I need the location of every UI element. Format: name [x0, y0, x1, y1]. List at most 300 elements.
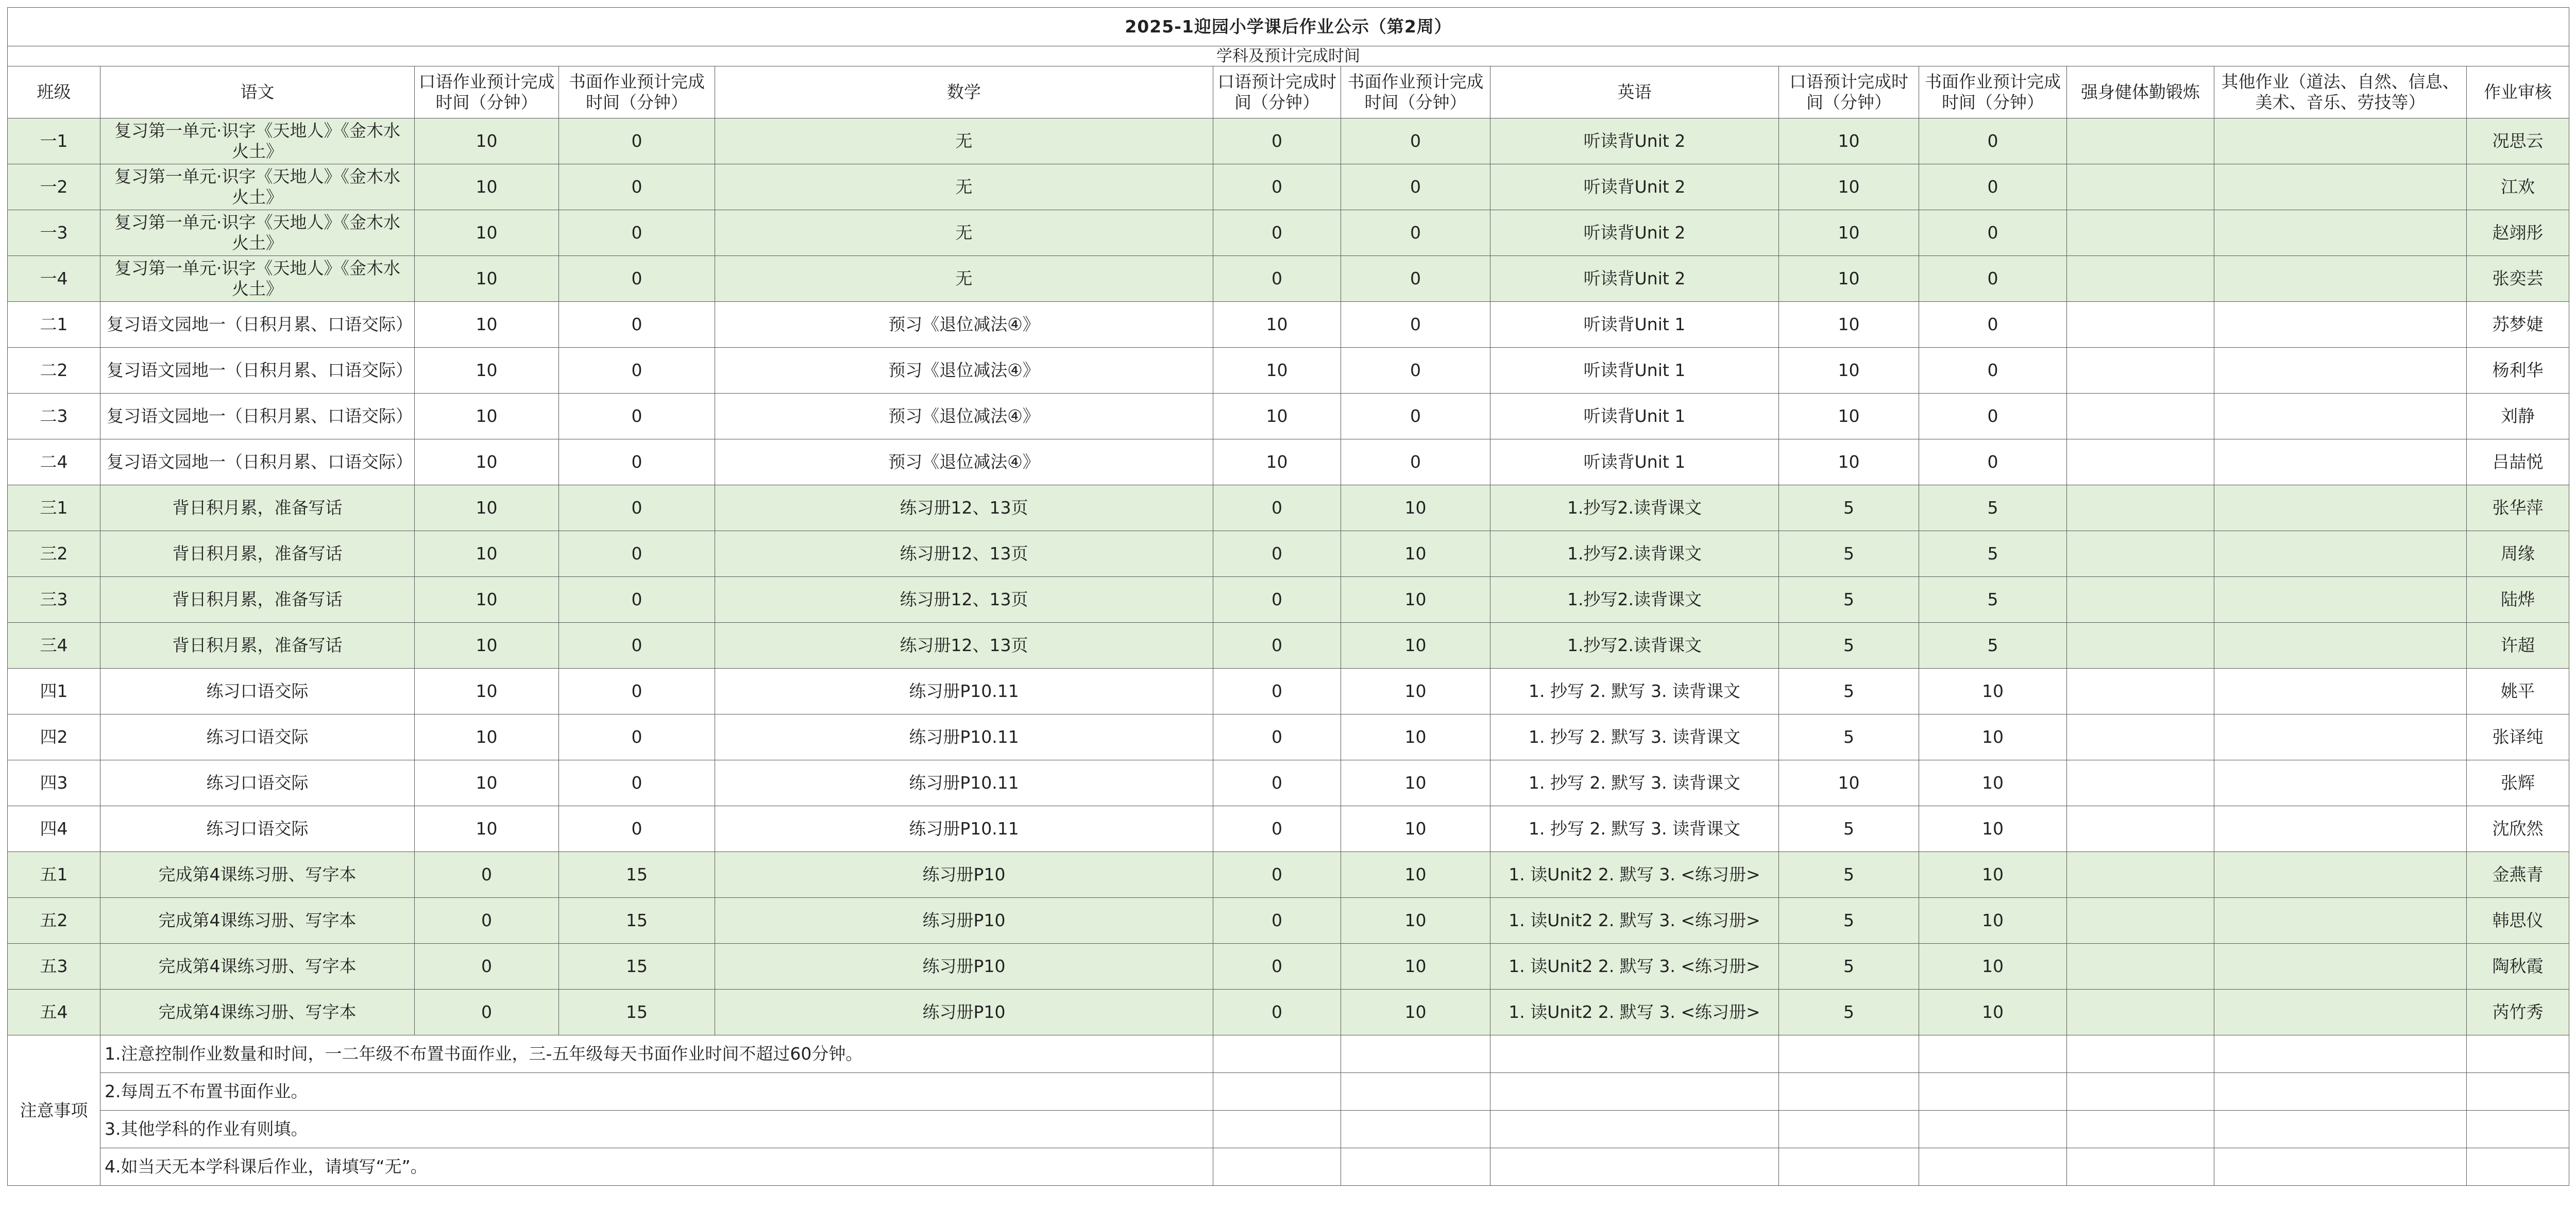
- math-cell: 练习册12、13页: [715, 577, 1213, 623]
- note-empty-cell: [1213, 1148, 1341, 1186]
- reviewer-cell: 张华萍: [2467, 485, 2569, 531]
- english-oral-cell: 5: [1779, 990, 1919, 1035]
- chinese-oral-cell: 10: [415, 669, 559, 714]
- math-oral-cell: 0: [1213, 760, 1341, 806]
- math-cell: 预习《退位减法④》: [715, 302, 1213, 348]
- other-cell: [2214, 852, 2467, 898]
- chinese-oral-cell: 10: [415, 302, 559, 348]
- header-reviewer: 作业审核: [2467, 66, 2569, 118]
- fitness-cell: [2067, 348, 2214, 394]
- fitness-cell: [2067, 164, 2214, 210]
- chinese-cell: 复习语文园地一（日积月累、口语交际）: [100, 439, 415, 485]
- english-written-cell: 10: [1919, 760, 2067, 806]
- chinese-cell: 完成第4课练习册、写字本: [100, 990, 415, 1035]
- chinese-cell: 复习语文园地一（日积月累、口语交际）: [100, 394, 415, 439]
- note-item: 3.其他学科的作业有则填。: [100, 1111, 1213, 1148]
- other-cell: [2214, 669, 2467, 714]
- math-cell: 无: [715, 210, 1213, 256]
- english-cell: 听读背Unit 1: [1490, 394, 1779, 439]
- chinese-oral-cell: 10: [415, 806, 559, 852]
- chinese-oral-cell: 0: [415, 852, 559, 898]
- note-empty-cell: [1779, 1073, 1919, 1111]
- other-cell: [2214, 439, 2467, 485]
- chinese-written-cell: 0: [559, 485, 715, 531]
- math-oral-cell: 0: [1213, 210, 1341, 256]
- table-row: [8, 210, 2569, 256]
- math-oral-cell: 10: [1213, 394, 1341, 439]
- math-oral-cell: 0: [1213, 256, 1341, 302]
- chinese-written-cell: 0: [559, 210, 715, 256]
- english-written-cell: 0: [1919, 394, 2067, 439]
- header-other: 其他作业（道法、自然、信息、美术、音乐、劳技等）: [2214, 66, 2467, 118]
- table-row: [8, 485, 2569, 531]
- chinese-cell: 复习语文园地一（日积月累、口语交际）: [100, 302, 415, 348]
- english-written-cell: 5: [1919, 485, 2067, 531]
- english-written-cell: 10: [1919, 806, 2067, 852]
- reviewer-cell: 沈欣然: [2467, 806, 2569, 852]
- table-row: [8, 623, 2569, 669]
- math-cell: 无: [715, 256, 1213, 302]
- fitness-cell: [2067, 439, 2214, 485]
- chinese-cell: 背日积月累，准备写话: [100, 531, 415, 577]
- english-oral-cell: 10: [1779, 760, 1919, 806]
- other-cell: [2214, 118, 2467, 164]
- class-cell: 一3: [8, 210, 100, 256]
- math-written-cell: 10: [1341, 852, 1490, 898]
- class-cell: 二2: [8, 348, 100, 394]
- math-written-cell: 10: [1341, 669, 1490, 714]
- chinese-oral-cell: 10: [415, 210, 559, 256]
- note-empty-cell: [1490, 1073, 1779, 1111]
- reviewer-cell: 金燕青: [2467, 852, 2569, 898]
- chinese-written-cell: 0: [559, 714, 715, 760]
- english-written-cell: 0: [1919, 302, 2067, 348]
- note-empty-cell: [2467, 1148, 2569, 1186]
- class-cell: 一4: [8, 256, 100, 302]
- chinese-oral-cell: 10: [415, 439, 559, 485]
- english-written-cell: 0: [1919, 439, 2067, 485]
- class-cell: 三2: [8, 531, 100, 577]
- note-empty-cell: [1341, 1035, 1490, 1073]
- fitness-cell: [2067, 714, 2214, 760]
- math-oral-cell: 0: [1213, 669, 1341, 714]
- table-row: [8, 990, 2569, 1035]
- table-row: [8, 394, 2569, 439]
- chinese-oral-cell: 0: [415, 990, 559, 1035]
- class-cell: 四2: [8, 714, 100, 760]
- english-oral-cell: 10: [1779, 439, 1919, 485]
- header-chinese: 语文: [100, 66, 415, 118]
- header-math: 数学: [715, 66, 1213, 118]
- english-written-cell: 5: [1919, 623, 2067, 669]
- chinese-cell: 完成第4课练习册、写字本: [100, 944, 415, 990]
- header-class: 班级: [8, 66, 100, 118]
- reviewer-cell: 张辉: [2467, 760, 2569, 806]
- note-empty-cell: [2067, 1148, 2214, 1186]
- note-empty-cell: [1341, 1073, 1490, 1111]
- math-cell: 练习册12、13页: [715, 623, 1213, 669]
- math-cell: 练习册P10: [715, 944, 1213, 990]
- chinese-written-cell: 0: [559, 164, 715, 210]
- header-english-written: 书面作业预计完成时间（分钟）: [1919, 66, 2067, 118]
- reviewer-cell: 张奕芸: [2467, 256, 2569, 302]
- english-oral-cell: 5: [1779, 669, 1919, 714]
- english-oral-cell: 5: [1779, 806, 1919, 852]
- homework-table: [7, 7, 2569, 1186]
- other-cell: [2214, 531, 2467, 577]
- chinese-cell: 复习第一单元·识字《天地人》《金木水火土》: [100, 256, 415, 302]
- table-row: [8, 118, 2569, 164]
- chinese-written-cell: 0: [559, 806, 715, 852]
- other-cell: [2214, 944, 2467, 990]
- note-item: 1.注意控制作业数量和时间，一二年级不布置书面作业，三-五年级每天书面作业时间不超过60分钟。: [100, 1035, 1213, 1073]
- english-oral-cell: 10: [1779, 394, 1919, 439]
- notes-row: [8, 1073, 2569, 1111]
- math-written-cell: 10: [1341, 531, 1490, 577]
- reviewer-cell: 姚平: [2467, 669, 2569, 714]
- reviewer-cell: 苏梦婕: [2467, 302, 2569, 348]
- chinese-cell: 完成第4课练习册、写字本: [100, 898, 415, 944]
- math-written-cell: 0: [1341, 118, 1490, 164]
- note-empty-cell: [1779, 1148, 1919, 1186]
- english-oral-cell: 10: [1779, 118, 1919, 164]
- header-chinese-written: 书面作业预计完成时间（分钟）: [559, 66, 715, 118]
- math-oral-cell: 10: [1213, 302, 1341, 348]
- math-written-cell: 10: [1341, 760, 1490, 806]
- math-cell: 预习《退位减法④》: [715, 394, 1213, 439]
- english-written-cell: 0: [1919, 118, 2067, 164]
- class-cell: 二3: [8, 394, 100, 439]
- chinese-written-cell: 0: [559, 531, 715, 577]
- chinese-oral-cell: 0: [415, 944, 559, 990]
- other-cell: [2214, 760, 2467, 806]
- fitness-cell: [2067, 302, 2214, 348]
- table-row: [8, 898, 2569, 944]
- fitness-cell: [2067, 210, 2214, 256]
- math-oral-cell: 0: [1213, 806, 1341, 852]
- table-row: [8, 439, 2569, 485]
- notes-label: 注意事项: [8, 1035, 100, 1186]
- fitness-cell: [2067, 760, 2214, 806]
- english-oral-cell: 5: [1779, 485, 1919, 531]
- chinese-written-cell: 0: [559, 577, 715, 623]
- english-oral-cell: 5: [1779, 898, 1919, 944]
- chinese-written-cell: 0: [559, 669, 715, 714]
- table-row: [8, 944, 2569, 990]
- chinese-oral-cell: 10: [415, 164, 559, 210]
- english-written-cell: 10: [1919, 944, 2067, 990]
- chinese-oral-cell: 10: [415, 394, 559, 439]
- fitness-cell: [2067, 531, 2214, 577]
- math-written-cell: 0: [1341, 439, 1490, 485]
- math-written-cell: 10: [1341, 714, 1490, 760]
- math-cell: 预习《退位减法④》: [715, 348, 1213, 394]
- chinese-cell: 复习第一单元·识字《天地人》《金木水火土》: [100, 164, 415, 210]
- math-written-cell: 0: [1341, 348, 1490, 394]
- english-oral-cell: 5: [1779, 577, 1919, 623]
- note-empty-cell: [2467, 1073, 2569, 1111]
- table-row: [8, 669, 2569, 714]
- notes-row: [8, 1111, 2569, 1148]
- math-cell: 无: [715, 164, 1213, 210]
- reviewer-cell: 况思云: [2467, 118, 2569, 164]
- fitness-cell: [2067, 852, 2214, 898]
- other-cell: [2214, 164, 2467, 210]
- math-oral-cell: 0: [1213, 164, 1341, 210]
- table-row: [8, 852, 2569, 898]
- note-empty-cell: [2214, 1111, 2467, 1148]
- note-empty-cell: [1779, 1111, 1919, 1148]
- english-oral-cell: 5: [1779, 944, 1919, 990]
- chinese-written-cell: 0: [559, 439, 715, 485]
- note-empty-cell: [1919, 1148, 2067, 1186]
- note-empty-cell: [1213, 1073, 1341, 1111]
- math-written-cell: 10: [1341, 806, 1490, 852]
- math-written-cell: 0: [1341, 256, 1490, 302]
- english-cell: 1. 读Unit2 2. 默写 3. <练习册>: [1490, 944, 1779, 990]
- english-cell: 1.抄写2.读背课文: [1490, 531, 1779, 577]
- english-oral-cell: 5: [1779, 852, 1919, 898]
- math-cell: 练习册P10.11: [715, 806, 1213, 852]
- chinese-cell: 复习语文园地一（日积月累、口语交际）: [100, 348, 415, 394]
- sheet-title: 2025-1迎园小学课后作业公示（第2周）: [8, 8, 2569, 46]
- english-cell: 1. 读Unit2 2. 默写 3. <练习册>: [1490, 990, 1779, 1035]
- homework-sheet: [7, 7, 2569, 1186]
- class-cell: 三4: [8, 623, 100, 669]
- class-cell: 五1: [8, 852, 100, 898]
- english-oral-cell: 5: [1779, 623, 1919, 669]
- math-cell: 练习册P10.11: [715, 669, 1213, 714]
- note-empty-cell: [1213, 1111, 1341, 1148]
- fitness-cell: [2067, 806, 2214, 852]
- reviewer-cell: 刘静: [2467, 394, 2569, 439]
- math-oral-cell: 0: [1213, 485, 1341, 531]
- chinese-cell: 背日积月累，准备写话: [100, 485, 415, 531]
- english-cell: 听读背Unit 2: [1490, 118, 1779, 164]
- subheader-row: [8, 46, 2569, 66]
- other-cell: [2214, 806, 2467, 852]
- note-empty-cell: [2067, 1035, 2214, 1073]
- math-written-cell: 0: [1341, 164, 1490, 210]
- chinese-oral-cell: 10: [415, 118, 559, 164]
- english-oral-cell: 10: [1779, 256, 1919, 302]
- other-cell: [2214, 714, 2467, 760]
- chinese-cell: 练习口语交际: [100, 806, 415, 852]
- math-oral-cell: 0: [1213, 944, 1341, 990]
- math-cell: 练习册P10: [715, 990, 1213, 1035]
- chinese-cell: 完成第4课练习册、写字本: [100, 852, 415, 898]
- math-written-cell: 0: [1341, 394, 1490, 439]
- english-cell: 1. 读Unit2 2. 默写 3. <练习册>: [1490, 852, 1779, 898]
- reviewer-cell: 芮竹秀: [2467, 990, 2569, 1035]
- class-cell: 四3: [8, 760, 100, 806]
- math-cell: 练习册P10.11: [715, 714, 1213, 760]
- table-row: [8, 256, 2569, 302]
- math-oral-cell: 0: [1213, 118, 1341, 164]
- other-cell: [2214, 485, 2467, 531]
- fitness-cell: [2067, 485, 2214, 531]
- note-empty-cell: [1490, 1035, 1779, 1073]
- english-cell: 1.抄写2.读背课文: [1490, 485, 1779, 531]
- note-item: 2.每周五不布置书面作业。: [100, 1073, 1213, 1111]
- note-empty-cell: [2067, 1111, 2214, 1148]
- chinese-oral-cell: 10: [415, 577, 559, 623]
- table-row: [8, 348, 2569, 394]
- other-cell: [2214, 210, 2467, 256]
- english-cell: 听读背Unit 2: [1490, 210, 1779, 256]
- math-oral-cell: 0: [1213, 577, 1341, 623]
- english-cell: 听读背Unit 1: [1490, 302, 1779, 348]
- chinese-written-cell: 15: [559, 898, 715, 944]
- note-empty-cell: [1341, 1111, 1490, 1148]
- chinese-oral-cell: 10: [415, 256, 559, 302]
- header-english-oral: 口语预计完成时间（分钟）: [1779, 66, 1919, 118]
- note-empty-cell: [1919, 1035, 2067, 1073]
- english-cell: 1. 抄写 2. 默写 3. 读背课文: [1490, 669, 1779, 714]
- english-cell: 1. 抄写 2. 默写 3. 读背课文: [1490, 760, 1779, 806]
- math-cell: 练习册P10.11: [715, 760, 1213, 806]
- english-written-cell: 10: [1919, 852, 2067, 898]
- header-chinese-oral: 口语作业预计完成时间（分钟）: [415, 66, 559, 118]
- table-row: [8, 714, 2569, 760]
- chinese-cell: 复习第一单元·识字《天地人》《金木水火土》: [100, 210, 415, 256]
- header-fitness: 强身健体勤锻炼: [2067, 66, 2214, 118]
- math-written-cell: 10: [1341, 577, 1490, 623]
- english-cell: 1. 抄写 2. 默写 3. 读背课文: [1490, 714, 1779, 760]
- class-cell: 三3: [8, 577, 100, 623]
- fitness-cell: [2067, 898, 2214, 944]
- chinese-written-cell: 15: [559, 944, 715, 990]
- chinese-oral-cell: 10: [415, 485, 559, 531]
- english-written-cell: 5: [1919, 531, 2067, 577]
- class-cell: 二1: [8, 302, 100, 348]
- table-row: [8, 164, 2569, 210]
- chinese-written-cell: 0: [559, 623, 715, 669]
- chinese-written-cell: 0: [559, 760, 715, 806]
- chinese-written-cell: 0: [559, 394, 715, 439]
- english-written-cell: 0: [1919, 348, 2067, 394]
- english-written-cell: 0: [1919, 164, 2067, 210]
- chinese-written-cell: 0: [559, 302, 715, 348]
- math-oral-cell: 0: [1213, 990, 1341, 1035]
- note-empty-cell: [1213, 1035, 1341, 1073]
- fitness-cell: [2067, 577, 2214, 623]
- chinese-written-cell: 0: [559, 256, 715, 302]
- english-written-cell: 5: [1919, 577, 2067, 623]
- math-cell: 练习册P10: [715, 852, 1213, 898]
- reviewer-cell: 张译纯: [2467, 714, 2569, 760]
- other-cell: [2214, 394, 2467, 439]
- reviewer-cell: 杨利华: [2467, 348, 2569, 394]
- header-math-oral: 口语预计完成时间（分钟）: [1213, 66, 1341, 118]
- reviewer-cell: 赵翊彤: [2467, 210, 2569, 256]
- math-oral-cell: 0: [1213, 623, 1341, 669]
- english-cell: 1. 抄写 2. 默写 3. 读背课文: [1490, 806, 1779, 852]
- math-cell: 练习册12、13页: [715, 531, 1213, 577]
- chinese-cell: 背日积月累，准备写话: [100, 623, 415, 669]
- notes-row: [8, 1148, 2569, 1186]
- english-oral-cell: 5: [1779, 714, 1919, 760]
- notes-row: [8, 1035, 2569, 1073]
- title-row: [8, 8, 2569, 46]
- chinese-cell: 复习第一单元·识字《天地人》《金木水火土》: [100, 118, 415, 164]
- other-cell: [2214, 898, 2467, 944]
- math-cell: 预习《退位减法④》: [715, 439, 1213, 485]
- math-written-cell: 10: [1341, 990, 1490, 1035]
- chinese-cell: 练习口语交际: [100, 760, 415, 806]
- math-written-cell: 10: [1341, 944, 1490, 990]
- header-english: 英语: [1490, 66, 1779, 118]
- english-oral-cell: 10: [1779, 164, 1919, 210]
- english-cell: 1.抄写2.读背课文: [1490, 623, 1779, 669]
- math-oral-cell: 10: [1213, 439, 1341, 485]
- note-empty-cell: [1490, 1111, 1779, 1148]
- other-cell: [2214, 302, 2467, 348]
- english-cell: 1.抄写2.读背课文: [1490, 577, 1779, 623]
- math-written-cell: 0: [1341, 302, 1490, 348]
- fitness-cell: [2067, 990, 2214, 1035]
- math-written-cell: 10: [1341, 898, 1490, 944]
- english-written-cell: 10: [1919, 714, 2067, 760]
- reviewer-cell: 陆烨: [2467, 577, 2569, 623]
- math-oral-cell: 0: [1213, 898, 1341, 944]
- english-written-cell: 10: [1919, 990, 2067, 1035]
- chinese-written-cell: 15: [559, 990, 715, 1035]
- note-empty-cell: [2214, 1148, 2467, 1186]
- class-cell: 一1: [8, 118, 100, 164]
- note-empty-cell: [1490, 1148, 1779, 1186]
- chinese-cell: 练习口语交际: [100, 669, 415, 714]
- table-row: [8, 577, 2569, 623]
- math-written-cell: 10: [1341, 485, 1490, 531]
- note-empty-cell: [2467, 1111, 2569, 1148]
- math-cell: 练习册12、13页: [715, 485, 1213, 531]
- english-cell: 1. 读Unit2 2. 默写 3. <练习册>: [1490, 898, 1779, 944]
- chinese-written-cell: 0: [559, 348, 715, 394]
- chinese-oral-cell: 10: [415, 348, 559, 394]
- fitness-cell: [2067, 394, 2214, 439]
- class-cell: 四1: [8, 669, 100, 714]
- other-cell: [2214, 256, 2467, 302]
- table-row: [8, 302, 2569, 348]
- math-oral-cell: 0: [1213, 714, 1341, 760]
- reviewer-cell: 许超: [2467, 623, 2569, 669]
- chinese-oral-cell: 10: [415, 531, 559, 577]
- column-header-row: [8, 66, 2569, 118]
- reviewer-cell: 江欢: [2467, 164, 2569, 210]
- note-empty-cell: [1919, 1111, 2067, 1148]
- math-cell: 无: [715, 118, 1213, 164]
- other-cell: [2214, 577, 2467, 623]
- reviewer-cell: 韩思仪: [2467, 898, 2569, 944]
- english-oral-cell: 10: [1779, 348, 1919, 394]
- class-cell: 一2: [8, 164, 100, 210]
- fitness-cell: [2067, 118, 2214, 164]
- english-oral-cell: 10: [1779, 302, 1919, 348]
- note-empty-cell: [2214, 1035, 2467, 1073]
- other-cell: [2214, 990, 2467, 1035]
- fitness-cell: [2067, 623, 2214, 669]
- math-written-cell: 0: [1341, 210, 1490, 256]
- table-row: [8, 760, 2569, 806]
- english-oral-cell: 10: [1779, 210, 1919, 256]
- class-cell: 五2: [8, 898, 100, 944]
- header-math-written: 书面作业预计完成时间（分钟）: [1341, 66, 1490, 118]
- math-written-cell: 10: [1341, 623, 1490, 669]
- other-cell: [2214, 623, 2467, 669]
- table-row: [8, 531, 2569, 577]
- reviewer-cell: 周缘: [2467, 531, 2569, 577]
